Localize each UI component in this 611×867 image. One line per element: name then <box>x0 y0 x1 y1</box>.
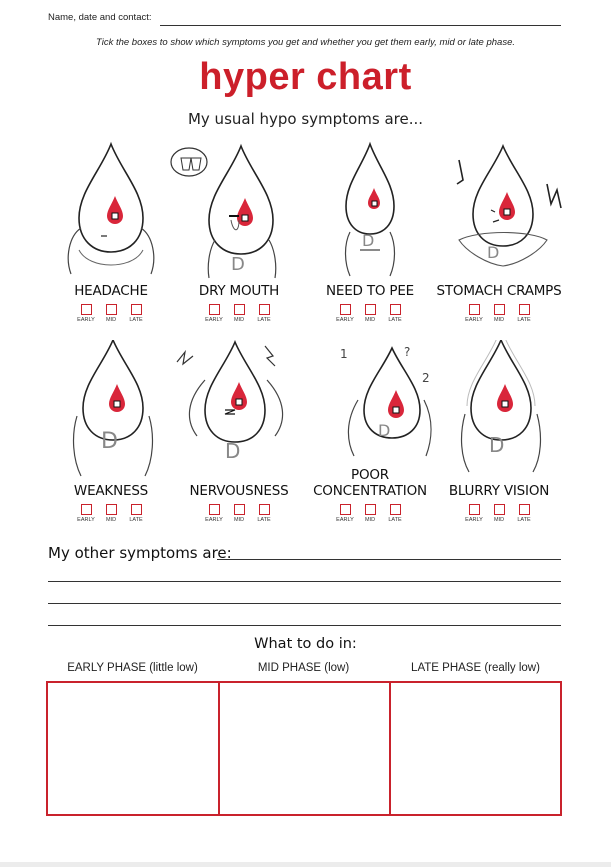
late-caption: LATE <box>388 517 402 523</box>
mid-checkbox[interactable] <box>234 304 245 315</box>
mid-caption: MID <box>364 317 376 323</box>
early-caption: EARLY <box>465 317 483 323</box>
svg-text:D: D <box>489 433 505 457</box>
svg-text:D: D <box>225 439 241 463</box>
mid-caption: MID <box>233 517 245 523</box>
page-subtitle: My usual hypo symptoms are... <box>187 110 424 128</box>
mid-caption: MID <box>105 517 117 523</box>
name-date-contact-label: Name, date and contact: <box>48 12 152 23</box>
late-caption: LATE <box>257 317 271 323</box>
late-caption: LATE <box>388 317 402 323</box>
other-symptoms-label: My other symptoms are: <box>48 544 232 562</box>
phase-checkboxes <box>74 304 148 323</box>
symptom-label: NERVOUSNESS <box>189 483 289 499</box>
weakness-illustration <box>41 340 181 480</box>
svg-text:D: D <box>378 421 391 440</box>
page-title: hyper chart <box>199 56 412 98</box>
mid-phase-box[interactable] <box>218 681 391 816</box>
mid-checkbox[interactable] <box>365 504 376 515</box>
mid-caption: MID <box>233 317 245 323</box>
early-caption: EARLY <box>205 317 223 323</box>
stomach-cramps-illustration <box>429 140 569 280</box>
phase-checkboxes <box>333 504 407 523</box>
phase-checkboxes <box>74 504 148 523</box>
early-caption: EARLY <box>205 517 223 523</box>
phase-checkboxes <box>462 504 536 523</box>
late-checkbox[interactable] <box>519 504 530 515</box>
svg-text:1: 1 <box>340 347 348 361</box>
early-checkbox[interactable] <box>81 304 92 315</box>
svg-text:D: D <box>101 429 118 454</box>
late-checkbox[interactable] <box>519 304 530 315</box>
late-checkbox[interactable] <box>259 504 270 515</box>
late-caption: LATE <box>129 517 143 523</box>
early-checkbox[interactable] <box>340 304 351 315</box>
dry-mouth-illustration <box>169 140 309 280</box>
early-checkbox[interactable] <box>81 504 92 515</box>
early-caption: EARLY <box>336 317 354 323</box>
headache-illustration <box>41 140 181 280</box>
early-caption: EARLY <box>77 517 95 523</box>
nervousness-illustration <box>169 340 309 480</box>
phase-checkboxes <box>462 304 536 323</box>
mid-caption: MID <box>105 317 117 323</box>
late-phase-heading: LATE PHASE (really low) <box>411 662 540 674</box>
mid-caption: MID <box>364 517 376 523</box>
instructions-text: Tick the boxes to show which symptoms you get and whether you get them early, mid or late phase. <box>95 37 515 48</box>
mid-checkbox[interactable] <box>106 504 117 515</box>
early-phase-box[interactable] <box>46 681 220 816</box>
other-symptoms-line-1[interactable] <box>217 559 561 560</box>
early-checkbox[interactable] <box>209 304 220 315</box>
early-caption: EARLY <box>77 317 95 323</box>
late-phase-box[interactable] <box>389 681 562 816</box>
late-caption: LATE <box>517 317 531 323</box>
svg-text:D: D <box>362 231 375 250</box>
other-symptoms-line-2[interactable] <box>48 581 561 582</box>
need-to-pee-illustration <box>300 140 440 280</box>
late-caption: LATE <box>517 517 531 523</box>
late-caption: LATE <box>257 517 271 523</box>
late-checkbox[interactable] <box>390 504 401 515</box>
mid-caption: MID <box>493 517 505 523</box>
blurry-vision-illustration <box>429 340 569 480</box>
other-symptoms-line-4[interactable] <box>48 625 561 626</box>
mid-caption: MID <box>493 317 505 323</box>
phase-checkboxes <box>202 304 276 323</box>
other-symptoms-line-3[interactable] <box>48 603 561 604</box>
what-to-do-heading: What to do in: <box>254 636 357 652</box>
mid-phase-heading: MID PHASE (low) <box>257 662 350 674</box>
symptom-label: NEED TO PEE <box>325 283 414 299</box>
mid-checkbox[interactable] <box>365 304 376 315</box>
mid-checkbox[interactable] <box>106 304 117 315</box>
phase-checkboxes <box>333 304 407 323</box>
mid-checkbox[interactable] <box>234 504 245 515</box>
symptom-label: STOMACH CRAMPS <box>436 283 562 299</box>
early-caption: EARLY <box>465 517 483 523</box>
late-checkbox[interactable] <box>390 304 401 315</box>
svg-text:?: ? <box>404 345 411 359</box>
late-caption: LATE <box>129 317 143 323</box>
symptom-label: DRY MOUTH <box>198 283 280 299</box>
svg-text:D: D <box>487 243 500 262</box>
mid-checkbox[interactable] <box>494 304 505 315</box>
symptom-label: BLURRY VISION <box>448 483 550 499</box>
symptom-label: WEAKNESS <box>73 483 149 499</box>
phase-checkboxes <box>202 504 276 523</box>
early-checkbox[interactable] <box>209 504 220 515</box>
svg-text:D: D <box>231 254 245 275</box>
early-phase-heading: EARLY PHASE (little low) <box>67 662 198 674</box>
early-checkbox[interactable] <box>469 504 480 515</box>
symptom-label: HEADACHE <box>74 283 148 299</box>
early-caption: EARLY <box>336 517 354 523</box>
symptom-label: POOR CONCENTRATION <box>313 467 427 499</box>
poor-concentration-illustration <box>300 340 440 480</box>
mid-checkbox[interactable] <box>494 504 505 515</box>
late-checkbox[interactable] <box>131 304 142 315</box>
late-checkbox[interactable] <box>259 304 270 315</box>
name-date-contact-line[interactable] <box>160 25 561 26</box>
late-checkbox[interactable] <box>131 504 142 515</box>
early-checkbox[interactable] <box>340 504 351 515</box>
early-checkbox[interactable] <box>469 304 480 315</box>
svg-text:2: 2 <box>422 371 430 385</box>
